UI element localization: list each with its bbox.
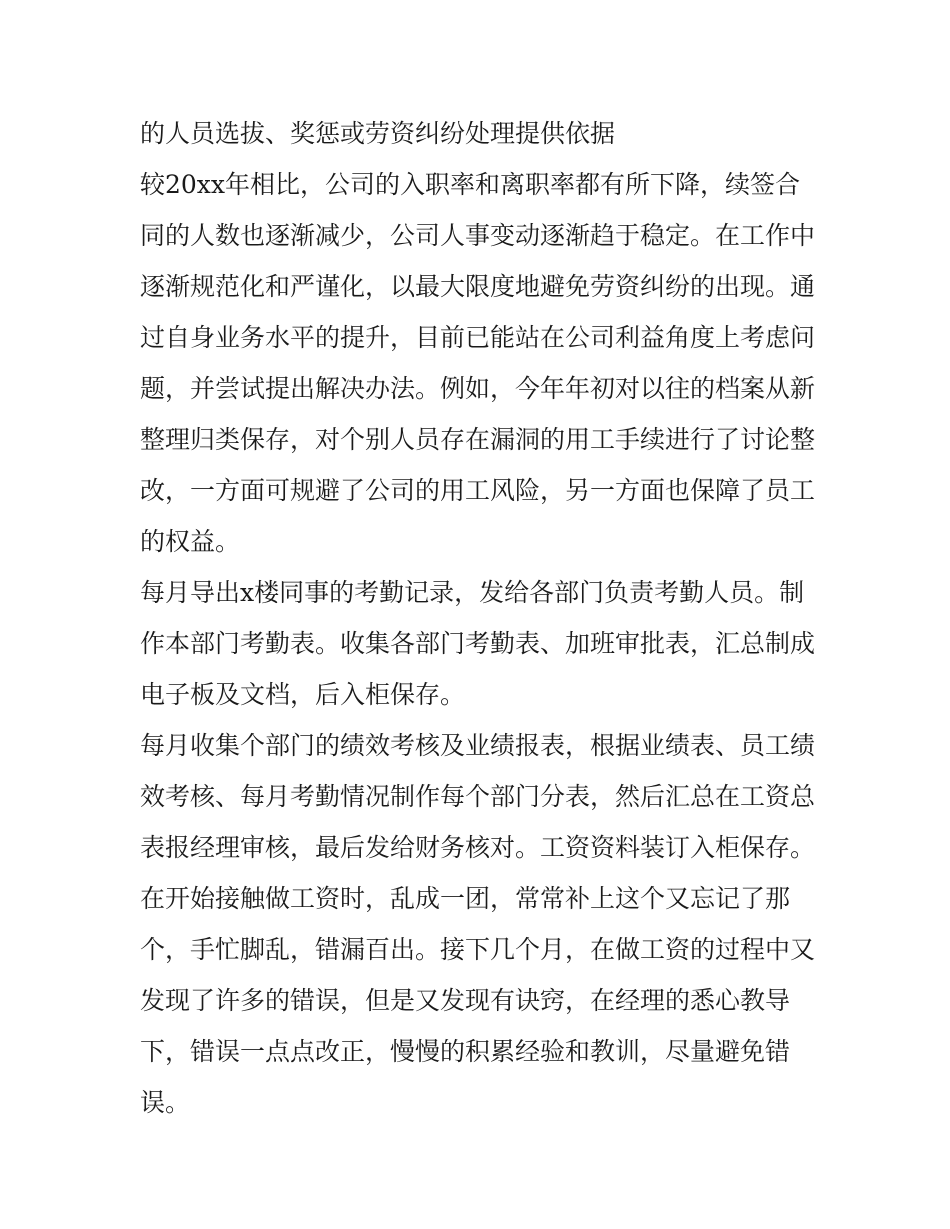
paragraph-attendance-records: 每月导出x楼同事的考勤记录，发给各部门负责考勤人员。制作本部门考勤表。收集各部门考勤表、加班审批表，汇总制成电子板及文档，后入柜保存。 (140, 578, 816, 709)
paragraph-payroll-experience: 在开始接触做工资时，乱成一团，常常补上这个又忘记了那个，手忙脚乱，错漏百出。接下几个月，在做工资的过程中又发现了许多的错误，但是又发现有诀窍，在经理的悉心教导下，错误一点点改正，慢慢的积累经验和教训，尽量避免错误。 (140, 884, 816, 1117)
document-body (140, 108, 815, 1128)
paragraph-turnover-comparison: 较20xx年相比，公司的入职率和离职率都有所下降，续签合同的人数也逐渐减少，公司人事变动逐渐趋于稳定。在工作中逐渐规范化和严谨化，以最大限度地避免劳资纠纷的出现。通过自身业务水平的提升，目前已能站在公司利益角度上考虑问题，并尝试提出解决办法。例如，今年年初对以往的档案从新整理归类保存，对个别人员存在漏洞的用工手续进行了讨论整改，一方面可规避了公司的用工风险，另一方面也保障了员工的权益。 (140, 170, 816, 556)
paragraph-selection-basis: 的人员选拔、奖惩或劳资纠纷处理提供依据 (140, 119, 616, 148)
paragraph-performance-payroll: 每月收集个部门的绩效考核及业绩报表，根据业绩表、员工绩效考核、每月考勤情况制作每个部门分表，然后汇总在工资总表报经理审核，最后发给财务核对。工资资料装订入柜保存。 (140, 731, 816, 862)
